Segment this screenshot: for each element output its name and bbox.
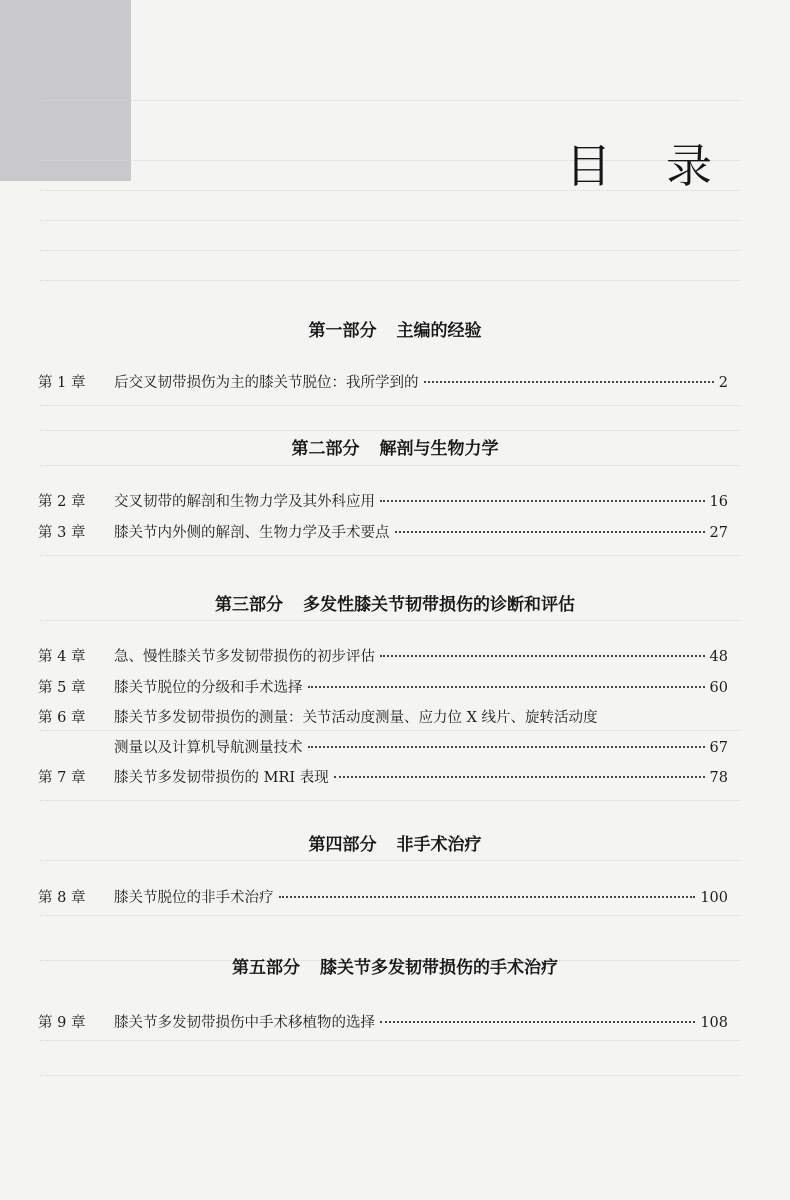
part-number: 第四部分 bbox=[308, 835, 377, 855]
chapter-number: 第 6 章 bbox=[38, 710, 86, 726]
chapter-title: 后交叉韧带损伤为主的膝关节脱位：我所学到的 bbox=[114, 375, 419, 391]
chapter-title: 膝关节内外侧的解剖、生物力学及手术要点 bbox=[114, 525, 390, 541]
chapter-number: 第 8 章 bbox=[38, 890, 86, 906]
part-name: 主编的经验 bbox=[396, 321, 482, 341]
dot-leader bbox=[380, 500, 705, 502]
toc-entry[interactable] bbox=[38, 373, 728, 393]
page-number: 48 bbox=[709, 649, 728, 665]
dot-leader bbox=[424, 381, 714, 383]
part-heading bbox=[0, 316, 790, 341]
part-number: 第一部分 bbox=[308, 321, 377, 341]
part-heading bbox=[0, 953, 790, 978]
chapter-number: 第 5 章 bbox=[38, 680, 86, 696]
toc-entry[interactable] bbox=[38, 523, 728, 543]
page-title: 目 录 bbox=[565, 139, 732, 193]
dot-leader bbox=[279, 896, 696, 898]
dot-leader bbox=[380, 655, 705, 657]
toc-entry[interactable] bbox=[38, 647, 728, 667]
chapter-number: 第 9 章 bbox=[38, 1015, 86, 1031]
chapter-title: 膝关节多发韧带损伤的 MRI 表现 bbox=[114, 770, 329, 786]
page-number: 2 bbox=[718, 375, 728, 391]
chapter-title-continued: 测量以及计算机导航测量技术 bbox=[114, 740, 303, 756]
chapter-number: 第 7 章 bbox=[38, 770, 86, 786]
dot-leader bbox=[308, 746, 705, 748]
part-name: 解剖与生物力学 bbox=[379, 439, 499, 459]
dot-leader bbox=[334, 776, 705, 778]
chapter-title: 膝关节多发韧带损伤中手术移植物的选择 bbox=[114, 1015, 375, 1031]
toc-entry[interactable] bbox=[38, 492, 728, 512]
page-number: 108 bbox=[700, 1015, 728, 1031]
chapter-title: 膝关节多发韧带损伤的测量：关节活动度测量、应力位 X 线片、旋转活动度 bbox=[114, 710, 598, 726]
toc-entry[interactable] bbox=[38, 678, 728, 698]
part-number: 第五部分 bbox=[232, 958, 300, 978]
part-heading bbox=[0, 830, 790, 855]
toc-entry[interactable] bbox=[38, 888, 728, 908]
chapter-number: 第 3 章 bbox=[38, 525, 86, 541]
page-number: 67 bbox=[709, 740, 728, 756]
page-number: 78 bbox=[709, 770, 728, 786]
toc-entry[interactable] bbox=[38, 768, 728, 788]
page-number: 60 bbox=[709, 680, 728, 696]
page-number: 27 bbox=[709, 525, 728, 541]
part-name: 膝关节多发韧带损伤的手术治疗 bbox=[320, 958, 558, 978]
chapter-title: 膝关节脱位的非手术治疗 bbox=[114, 890, 274, 906]
page-number: 16 bbox=[709, 494, 728, 510]
part-number: 第二部分 bbox=[291, 439, 360, 459]
chapter-number: 第 2 章 bbox=[38, 494, 86, 510]
chapter-title: 急、慢性膝关节多发韧带损伤的初步评估 bbox=[114, 649, 375, 665]
part-number: 第三部分 bbox=[215, 595, 283, 615]
dot-leader bbox=[380, 1021, 695, 1023]
chapter-number: 第 4 章 bbox=[38, 649, 86, 665]
part-name: 多发性膝关节韧带损伤的诊断和评估 bbox=[303, 595, 575, 615]
corner-gray-block bbox=[0, 0, 131, 181]
chapter-title: 交叉韧带的解剖和生物力学及其外科应用 bbox=[114, 494, 375, 510]
page-number: 100 bbox=[700, 890, 728, 906]
chapter-number: 第 1 章 bbox=[38, 375, 86, 391]
chapter-title: 膝关节脱位的分级和手术选择 bbox=[114, 680, 303, 696]
dot-leader bbox=[395, 531, 705, 533]
part-heading bbox=[0, 434, 790, 459]
toc-entry[interactable] bbox=[38, 1013, 728, 1033]
toc-entry[interactable] bbox=[38, 708, 728, 758]
part-name: 非手术治疗 bbox=[396, 835, 482, 855]
dot-leader bbox=[308, 686, 705, 688]
part-heading bbox=[0, 590, 790, 615]
